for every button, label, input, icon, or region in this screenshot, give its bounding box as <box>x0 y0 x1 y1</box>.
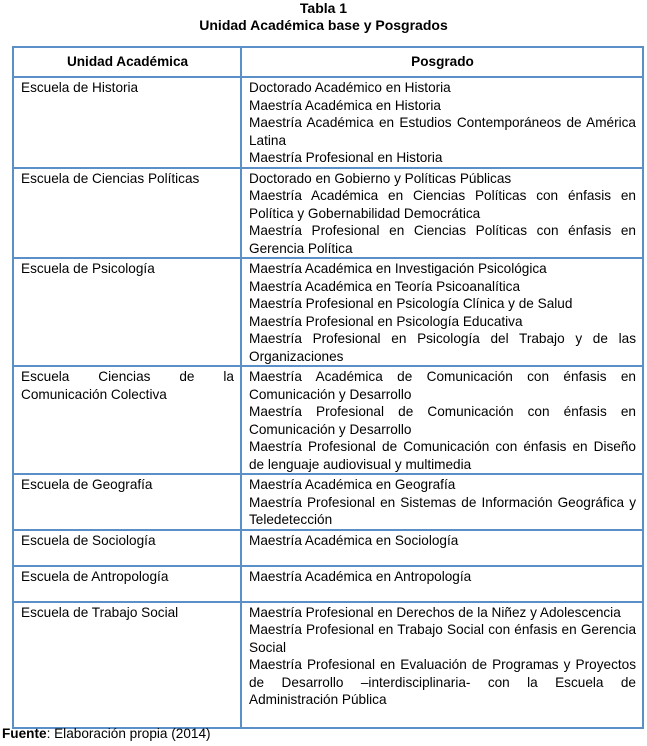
column-header-posgrado: Posgrado <box>241 47 643 77</box>
table-row <box>13 366 643 474</box>
program-item: Maestría Académica de Comunicación con énfasis en Comunicación y Desarrollo <box>249 369 636 402</box>
unit-cell: Escuela de Antropología <box>13 566 241 602</box>
unit-cell: Escuela Ciencias de la Comunicación Colectiva <box>13 366 241 474</box>
program-cell <box>241 530 643 566</box>
table-row <box>13 530 643 566</box>
unit-cell: Escuela de Historia <box>13 77 241 168</box>
source-note <box>2 725 211 743</box>
unit-cell: Escuela de Trabajo Social <box>13 602 241 728</box>
program-item: Maestría Profesional en Historia <box>249 150 443 165</box>
source-label: Fuente <box>2 726 47 741</box>
program-item: Maestría Profesional en Psicología Clínica y de Salud <box>249 296 573 311</box>
column-header-unit: Unidad Académica <box>13 47 241 77</box>
table-title: Unidad Académica base y Posgrados <box>199 17 448 33</box>
program-item: Maestría Profesional en Derechos de la Niñez y Adolescencia <box>249 604 621 620</box>
program-item: Maestría Profesional en Evaluación de Programas y Proyectos de Desarrollo –interdisciplinaria- con la Escuela de Administración Pública <box>249 657 636 707</box>
program-item: Maestría Académica en Investigación Psicológica <box>249 261 547 276</box>
table-row <box>13 602 643 728</box>
program-item: Maestría Profesional en Psicología Educativa <box>249 313 523 329</box>
program-item: Maestría Académica en Historia <box>249 97 441 113</box>
table-body <box>13 77 643 728</box>
program-cell <box>241 258 643 366</box>
source-text: : Elaboración propia (2014) <box>46 726 211 741</box>
program-cell <box>241 566 643 602</box>
table-row <box>13 566 643 602</box>
program-item: Maestría Académica en Antropología <box>249 568 472 584</box>
program-item: Doctorado en Gobierno y Políticas Públicas <box>249 170 512 186</box>
program-item: Maestría Profesional en Psicología del Trabajo y de las Organizaciones <box>249 331 636 364</box>
unit-cell: Escuela de Geografía <box>13 474 241 530</box>
postgrad-table <box>12 46 644 729</box>
program-item: Doctorado Académico en Historia <box>249 80 451 95</box>
program-item: Maestría Académica en Geografía <box>249 477 456 492</box>
table-row <box>13 474 643 530</box>
unit-cell: Escuela de Sociología <box>13 530 241 566</box>
table-row <box>13 258 643 366</box>
program-cell <box>241 168 643 259</box>
program-item: Maestría Profesional de Comunicación con énfasis en Comunicación y Desarrollo <box>249 404 636 437</box>
table-caption <box>0 0 647 34</box>
program-cell <box>241 366 643 474</box>
program-cell <box>241 77 643 168</box>
program-cell <box>241 602 643 728</box>
program-item: Maestría Profesional en Trabajo Social con énfasis en Gerencia Social <box>249 622 636 655</box>
table-number: Tabla 1 <box>299 0 348 16</box>
program-item: Maestría Profesional en Ciencias Políticas con énfasis en Gerencia Política <box>249 223 636 256</box>
table-row <box>13 168 643 259</box>
unit-cell: Escuela de Psicología <box>13 258 241 366</box>
program-item: Maestría Académica en Teoría Psicoanalítica <box>249 278 521 294</box>
program-item: Maestría Profesional en Sistemas de Información Geográfica y Teledetección <box>249 494 636 527</box>
program-item: Maestría Profesional de Comunicación con énfasis en Diseño de lenguaje audiovisual y multimedia <box>249 439 636 472</box>
table-header-row <box>13 47 643 77</box>
program-item: Maestría Académica en Ciencias Políticas con énfasis en Política y Gobernabilidad Democrática <box>249 188 636 221</box>
program-cell <box>241 474 643 530</box>
program-item: Maestría Académica en Sociología <box>249 532 459 548</box>
table-row <box>13 77 643 168</box>
unit-cell: Escuela de Ciencias Políticas <box>13 168 241 259</box>
program-item: Maestría Académica en Estudios Contemporáneos de América Latina <box>249 115 636 148</box>
